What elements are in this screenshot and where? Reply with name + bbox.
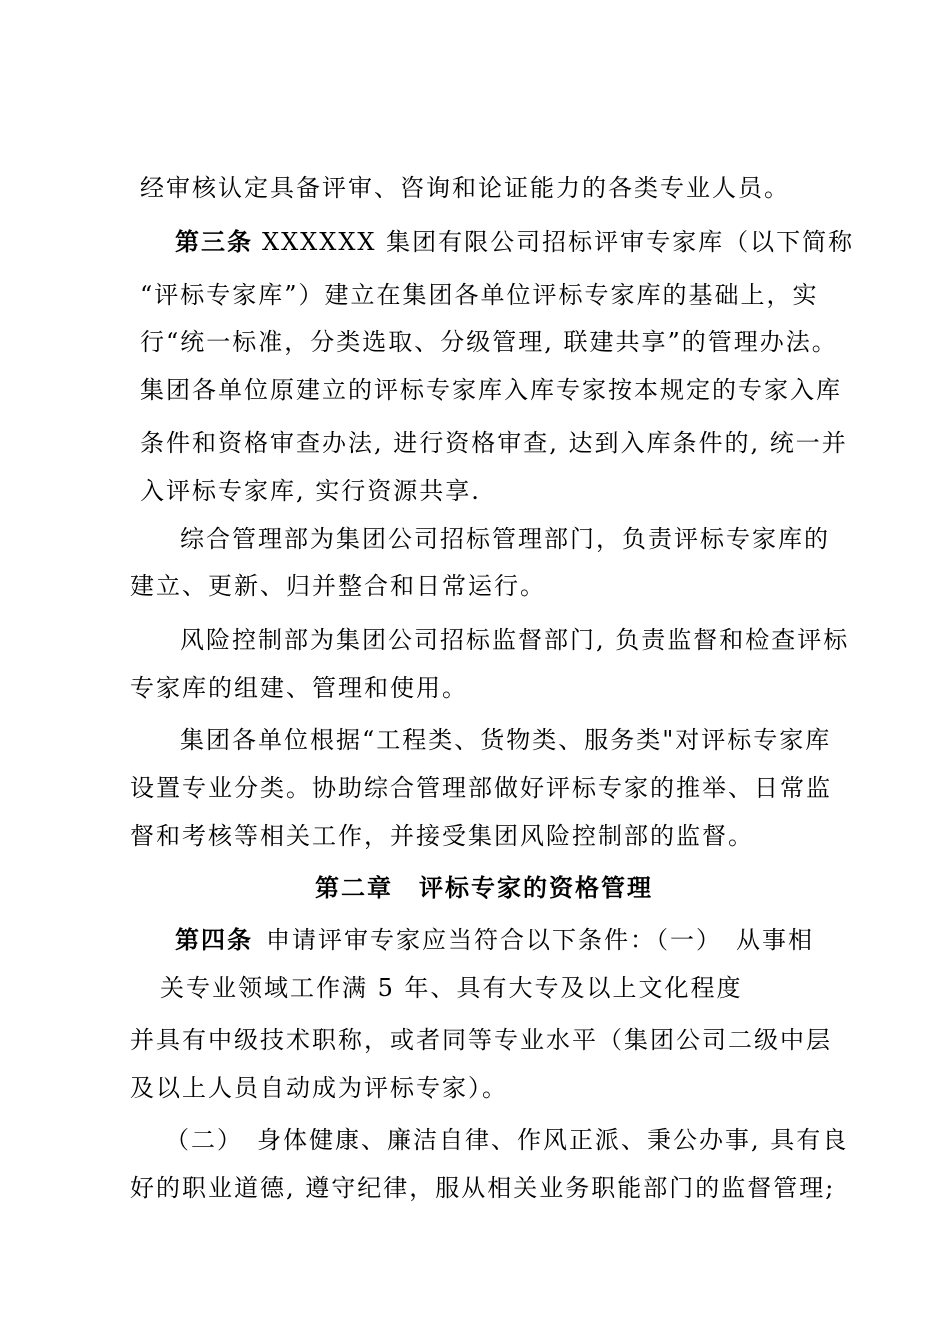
- text-line: 条件和资格审查办法, 进行资格审查, 达到入库条件的, 统一并: [140, 429, 848, 457]
- text-line: 关专业领域工作满 5 年、具有大专及以上文化程度: [160, 974, 743, 1002]
- text-line: 并具有中级技术职称，或者同等专业水平（集团公司二级中层: [130, 1026, 832, 1054]
- text-line: 集团各单位原建立的评标专家库入库专家按本规定的专家入库: [140, 376, 842, 404]
- text-line: 行“统一标准，分类选取、分级管理, 联建共享”的管理办法。: [140, 328, 838, 356]
- text-line: 设置专业分类。协助综合管理部做好评标专家的推举、日常监: [130, 774, 832, 802]
- text-line: 风险控制部为集团公司招标监督部门, 负责监督和检查评标: [180, 626, 850, 654]
- text-line: 好的职业道德, 遵守纪律，服从相关业务职能部门的监督管理;: [130, 1174, 836, 1202]
- text-line: （二） 身体健康、廉洁自律、作风正派、秉公办事, 具有良: [165, 1126, 849, 1154]
- text-line: 建立、更新、归并整合和日常运行。: [130, 572, 546, 600]
- text-line: 专家库的组建、管理和使用。: [130, 674, 468, 702]
- text-line: 及以上人员自动成为评标专家）。: [130, 1074, 508, 1102]
- text-line: 申请评审专家应当符合以下条件：（一） 从事相: [266, 926, 814, 954]
- text-line: 经审核认定具备评审、咨询和论证能力的各类专业人员。: [140, 174, 790, 202]
- text-line: 集团各单位根据“工程类、货物类、服务类"对评标专家库: [180, 726, 832, 754]
- chapter-heading: 第二章 评标专家的资格管理: [315, 873, 653, 902]
- article-heading: 第三条: [175, 227, 253, 256]
- text-line: 督和考核等相关工作，并接受集团风险控制部的监督。: [130, 822, 754, 850]
- article-heading: 第四条: [175, 925, 253, 954]
- text-line: “评标专家库”）建立在集团各单位评标专家库的基础上，实: [140, 281, 819, 309]
- text-line: 综合管理部为集团公司招标管理部门，负责评标专家库的: [180, 525, 830, 553]
- text-line: XXXXXX 集团有限公司招标评审专家库（以下简称: [262, 228, 855, 256]
- text-line: 入评标专家库, 实行资源共享.: [140, 477, 481, 505]
